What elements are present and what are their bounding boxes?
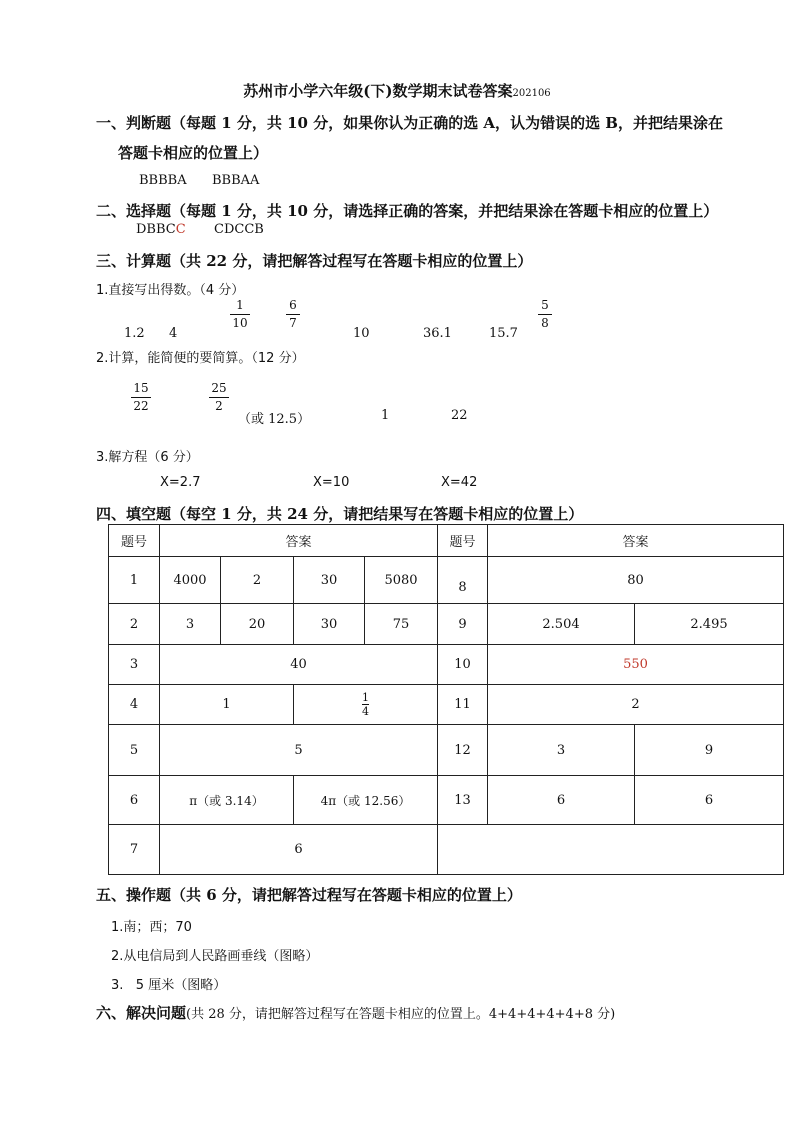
fraction-denominator: 4 [362, 704, 369, 718]
question-no: 5 [109, 725, 160, 776]
table-row [109, 725, 784, 776]
table-row [109, 776, 784, 825]
answer-cell: 6 [488, 776, 635, 825]
header-question-no: 题号 [109, 525, 160, 557]
section2-answers-b: CDCCB [214, 222, 264, 237]
fraction-numerator: 1 [236, 298, 244, 312]
section6-heading-rest: (共 28 分，请把解答过程写在答题卡相应的位置上。4+4+4+4+4+8 分) [186, 1007, 616, 1022]
fraction-numerator: 1 [362, 690, 369, 704]
q1-answer: 10 [353, 326, 370, 341]
answer-cell: 40 [160, 645, 438, 685]
answer-cell: 75 [365, 604, 438, 645]
question-no: 1 [109, 557, 160, 604]
q2-label: 2.计算，能简便的要简算。（12 分） [96, 351, 305, 366]
fraction-numerator: 15 [133, 381, 149, 395]
q3-answer: X=2.7 [160, 475, 201, 490]
fraction-bar [286, 314, 300, 315]
fraction-denominator: 22 [133, 399, 149, 413]
table-header-row [109, 525, 784, 557]
fraction-bar [230, 314, 250, 315]
q1-answer: 36.1 [423, 326, 452, 341]
answer-cell: 4π（或 12.56） [294, 776, 438, 825]
q2-note: （或 12.5） [238, 412, 311, 427]
fraction-denominator: 7 [289, 316, 297, 330]
question-no: 2 [109, 604, 160, 645]
section2-answers-a-red: C [175, 222, 186, 237]
section4-heading: 四、填空题（每空 1 分，共 24 分，请把结果写在答题卡相应的位置上） [96, 505, 584, 523]
answer-cell: 4000 [160, 557, 221, 604]
question-no: 10 [438, 645, 488, 685]
q3-label: 3.解方程（6 分） [96, 450, 199, 465]
answer-cell: 2.504 [488, 604, 635, 645]
section1-heading-cont: 答题卡相应的位置上） [118, 144, 269, 162]
q2-answer: 1 [381, 408, 390, 423]
table-row [109, 604, 784, 645]
answer-cell: 2.495 [635, 604, 784, 645]
question-no: 4 [109, 685, 160, 725]
q1-answer: 1.2 [124, 326, 145, 341]
table-row [109, 557, 784, 604]
question-no: 9 [438, 604, 488, 645]
section2-heading: 二、选择题（每题 1 分，共 10 分，请选择正确的答案，并把结果涂在答题卡相应的位置上） [96, 202, 719, 220]
answer-cell: 20 [221, 604, 294, 645]
q2-fraction [209, 381, 229, 414]
answer-cell: 6 [160, 825, 438, 875]
answer-cell: π（或 3.14） [160, 776, 294, 825]
table-row [109, 645, 784, 685]
table-row [109, 685, 784, 725]
answer-cell: 5080 [365, 557, 438, 604]
header-answer: 答案 [488, 525, 784, 557]
question-no: 3 [109, 645, 160, 685]
answer-cell: 1 [160, 685, 294, 725]
title-main: 苏州市小学六年级(下)数学期末试卷答案 [243, 82, 513, 100]
fraction-bar [538, 314, 552, 315]
q2-fraction [131, 381, 151, 414]
section1-answers-a: BBBBA [139, 173, 187, 188]
answer-cell: 2 [221, 557, 294, 604]
header-answer: 答案 [160, 525, 438, 557]
answer-cell: 80 [488, 557, 784, 604]
q2-answer: 22 [451, 408, 468, 423]
question-no: 12 [438, 725, 488, 776]
empty-cell [438, 825, 784, 875]
q1-answer: 4 [169, 326, 178, 341]
section2-answers-a-main: DBBC [136, 222, 176, 237]
section5-heading: 五、操作题（共 6 分，请把解答过程写在答题卡相应的位置上） [96, 886, 522, 904]
section3-heading: 三、计算题（共 22 分，请把解答过程写在答题卡相应的位置上） [96, 252, 533, 270]
q3-answer: X=10 [313, 475, 350, 490]
fraction [362, 691, 369, 718]
answer-cell: 6 [635, 776, 784, 825]
answer-cell-fraction [294, 685, 438, 725]
fraction-numerator: 6 [289, 298, 297, 312]
q3-answer: X=42 [441, 475, 478, 490]
section1-heading: 一、判断题（每题 1 分，共 10 分，如果你认为正确的选 A，认为错误的选 B，并把结果涂在 [96, 114, 723, 132]
answer-cell: 9 [635, 725, 784, 776]
answer-cell: 30 [294, 557, 365, 604]
fraction-numerator: 25 [211, 381, 227, 395]
q1-fraction [230, 298, 250, 331]
q1-label: 1.直接写出得数。（4 分） [96, 283, 245, 298]
table-row [109, 825, 784, 875]
header-question-no: 题号 [438, 525, 488, 557]
answer-cell: 5 [160, 725, 438, 776]
section6-heading-title: 六、解决问题 [96, 1004, 187, 1022]
section6-heading [96, 1002, 615, 1023]
fraction-bar [131, 397, 151, 398]
section5-item: 3. 5 厘米（图略） [111, 978, 227, 993]
answer-cell: 3 [488, 725, 635, 776]
question-no: 11 [438, 685, 488, 725]
answer-cell: 2 [488, 685, 784, 725]
answer-cell: 3 [160, 604, 221, 645]
section5-item: 2.从电信局到人民路画垂线（图略） [111, 949, 319, 964]
section1-answers-b: BBBAA [212, 173, 260, 188]
question-no: 7 [109, 825, 160, 875]
answer-cell: 30 [294, 604, 365, 645]
section2-answers-a [136, 222, 186, 237]
question-no: 13 [438, 776, 488, 825]
q1-fraction [286, 298, 300, 331]
answer-table [108, 524, 784, 875]
question-no: 8 [438, 557, 488, 604]
answer-cell-highlighted: 550 [488, 645, 784, 685]
title-code: 202106 [512, 88, 551, 99]
fraction-denominator: 2 [215, 399, 223, 413]
page-title [0, 80, 794, 101]
fraction-numerator: 5 [541, 298, 549, 312]
q1-fraction [538, 298, 552, 331]
section5-item: 1.南；西；70 [111, 920, 192, 935]
fraction-denominator: 10 [232, 316, 248, 330]
fraction-bar [209, 397, 229, 398]
fraction-denominator: 8 [541, 316, 549, 330]
q1-answer: 15.7 [489, 326, 518, 341]
question-no: 6 [109, 776, 160, 825]
